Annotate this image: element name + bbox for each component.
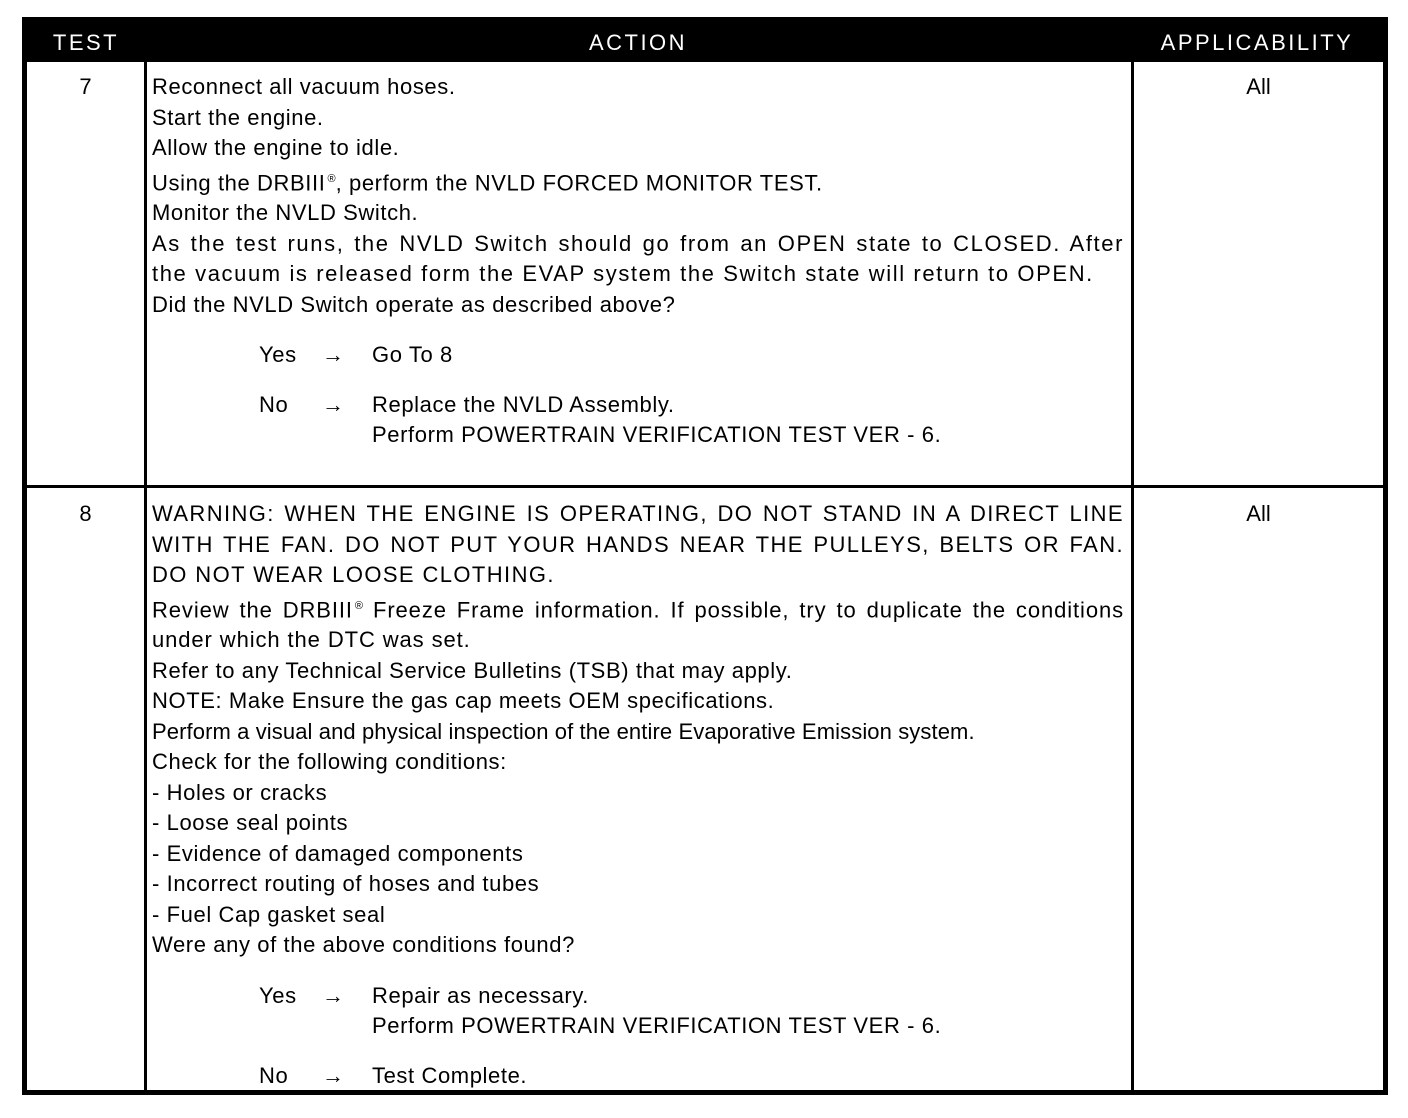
arrow-right-icon: → [322, 1062, 345, 1088]
action-cell-7 [152, 72, 1124, 450]
list-item: - Evidence of damaged components [152, 840, 524, 866]
applicability-7: All [1246, 74, 1271, 99]
test-number-7: 7 [79, 74, 92, 99]
registered-mark: ® [354, 599, 364, 612]
yes-result: Go To 8 [372, 342, 453, 368]
registered-mark: ® [327, 172, 336, 185]
action-paragraph [152, 591, 1124, 656]
column-divider [1131, 62, 1134, 1090]
action-line: Monitor the NVLD Switch. [152, 200, 419, 226]
action-text: Review the DRBIII [152, 596, 353, 622]
no-label: No [259, 392, 289, 418]
no-result: Test Complete. [372, 1062, 528, 1088]
table-header [27, 22, 1383, 62]
list-item: - Loose seal points [152, 810, 349, 836]
arrow-right-icon: → [322, 342, 345, 368]
header-action: ACTION [588, 30, 688, 55]
yes-label: Yes [259, 982, 297, 1008]
no-choice [152, 390, 1124, 450]
action-line: Start the engine. [152, 104, 324, 130]
column-divider [144, 62, 147, 1090]
action-line: Check for the following conditions: [152, 749, 507, 775]
action-line: Refer to any Technical Service Bulletins (TSB) that may apply. [152, 657, 793, 683]
list-item: - Holes or cracks [152, 779, 328, 805]
yes-choice [152, 340, 1124, 370]
action-line [152, 164, 1124, 199]
no-choice [152, 1061, 1124, 1091]
no-result-followup: Perform POWERTRAIN VERIFICATION TEST VER - 6. [372, 422, 942, 448]
applicability-8: All [1246, 501, 1271, 526]
list-item: - Incorrect routing of hoses and tubes [152, 871, 540, 897]
yes-result-followup: Perform POWERTRAIN VERIFICATION TEST VER - 6. [372, 1012, 942, 1038]
action-question: Were any of the above conditions found? [152, 932, 575, 958]
action-line: Reconnect all vacuum hoses. [152, 74, 456, 99]
list-item: - Fuel Cap gasket seal [152, 901, 386, 927]
row-divider [27, 485, 1383, 488]
header-applicability: APPLICABILITY [1160, 30, 1354, 55]
arrow-right-icon: → [322, 982, 345, 1008]
header-test: TEST [52, 30, 120, 55]
action-line: NOTE: Make Ensure the gas cap meets OEM specifications. [152, 688, 775, 714]
arrow-right-icon: → [322, 392, 345, 418]
action-text: , perform the NVLD FORCED MONITOR TEST. [335, 169, 823, 195]
action-cell-8 [152, 499, 1124, 1091]
test-number-8: 8 [79, 501, 92, 526]
no-label: No [259, 1062, 289, 1088]
action-line: Allow the engine to idle. [152, 135, 400, 160]
yes-choice [152, 981, 1124, 1041]
action-question: Did the NVLD Switch operate as described above? [152, 291, 676, 317]
action-line: Perform a visual and physical inspection of the entire Evaporative Emission system. [152, 718, 975, 744]
yes-result: Repair as necessary. [372, 982, 590, 1008]
action-text: Freeze Frame information. If possible, try to duplicate the conditions under which the DTC was set. [152, 596, 1124, 653]
action-paragraph: As the test runs, the NVLD Switch should go from an OPEN state to CLOSED. After the vacuum is released form the EVAP system the Switch state will return to OPEN. [152, 230, 1124, 287]
no-result: Replace the NVLD Assembly. [372, 392, 675, 418]
diagnostic-table [22, 17, 1388, 1095]
action-text: Using the DRBIII [152, 169, 326, 195]
warning-text: WARNING: WHEN THE ENGINE IS OPERATING, DO NOT STAND IN A DIRECT LINE WITH THE FAN. DO NOT PUT YOUR HANDS NEAR THE PULLEYS, BELTS OR FAN. DO NOT WEAR LOOSE CLOTHING. [152, 501, 1124, 587]
yes-label: Yes [259, 342, 297, 368]
